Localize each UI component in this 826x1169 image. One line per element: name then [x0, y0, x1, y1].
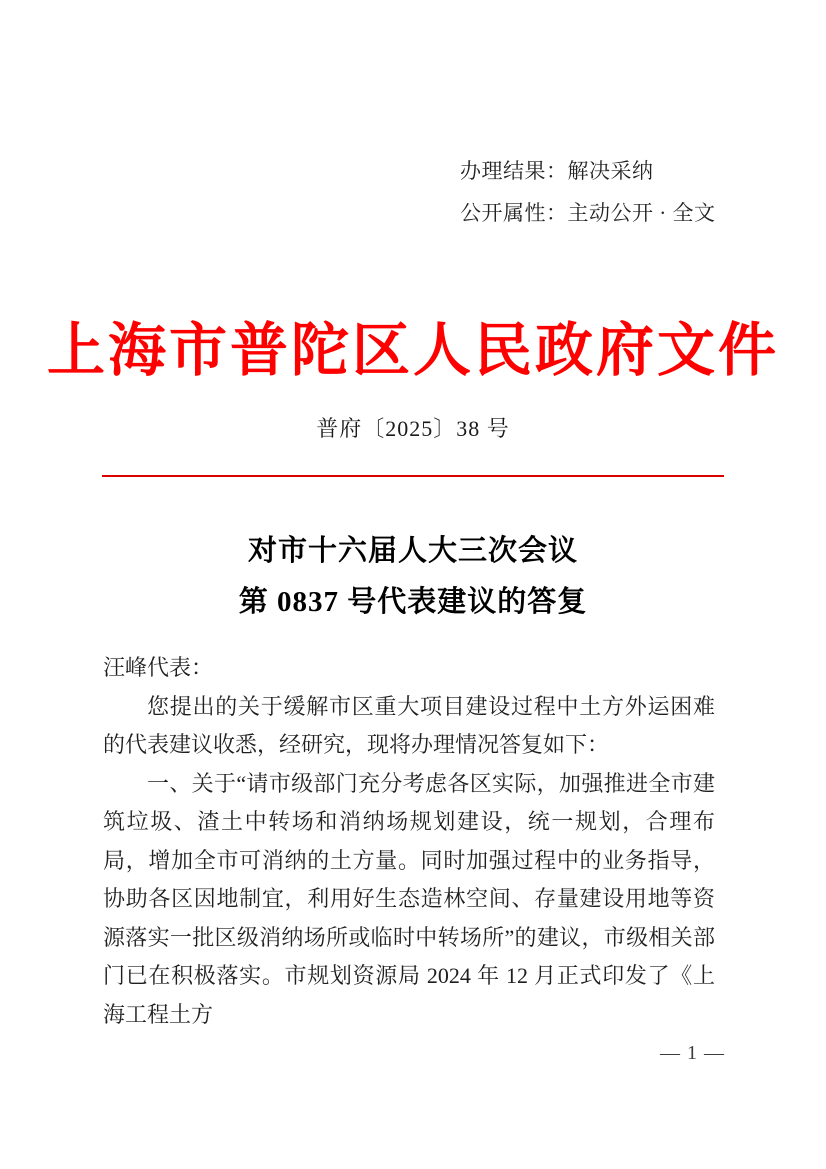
- masthead-title: 上海市普陀区人民政府文件: [46, 318, 779, 383]
- red-divider-line: [102, 475, 724, 477]
- body-paragraph-2: 一、关于“请市级部门充分考虑各区实际，加强推进全市建筑垃圾、渣土中转场和消纳场规划建设，统一规划，合理布局，增加全市可消纳的土方量。同时加强过程中的业务指导，协助各区因地制宜，利用好生态造林空间、存量建设用地等资源落实一批区级消纳场所或临时中转场所”的建议，市级相关部门已在积极落实。市规划资源局 2024 年 12 月正式印发了《上海工程土方: [103, 770, 715, 1027]
- document-title-line1: 对市十六届人大三次会议: [247, 535, 578, 567]
- publicity-attribute-label: 公开属性：主动公开 · 全文: [460, 201, 716, 225]
- salutation: 汪峰代表：: [103, 655, 214, 680]
- document-title: [0, 526, 826, 628]
- document-number: 普府〔2025〕38 号: [316, 416, 510, 441]
- document-title-line2: 第 0837 号代表建议的答复: [238, 586, 588, 618]
- body-paragraph-1: 您提出的关于缓解市区重大项目建设过程中土方外运困难的代表建议收悉，经研究，现将办理情况答复如下：: [103, 693, 715, 757]
- handling-result-label: 办理结果：解决采纳: [460, 159, 654, 183]
- header-meta: [460, 150, 716, 234]
- document-body: [103, 649, 715, 1034]
- page-number: — 1 —: [660, 1042, 725, 1064]
